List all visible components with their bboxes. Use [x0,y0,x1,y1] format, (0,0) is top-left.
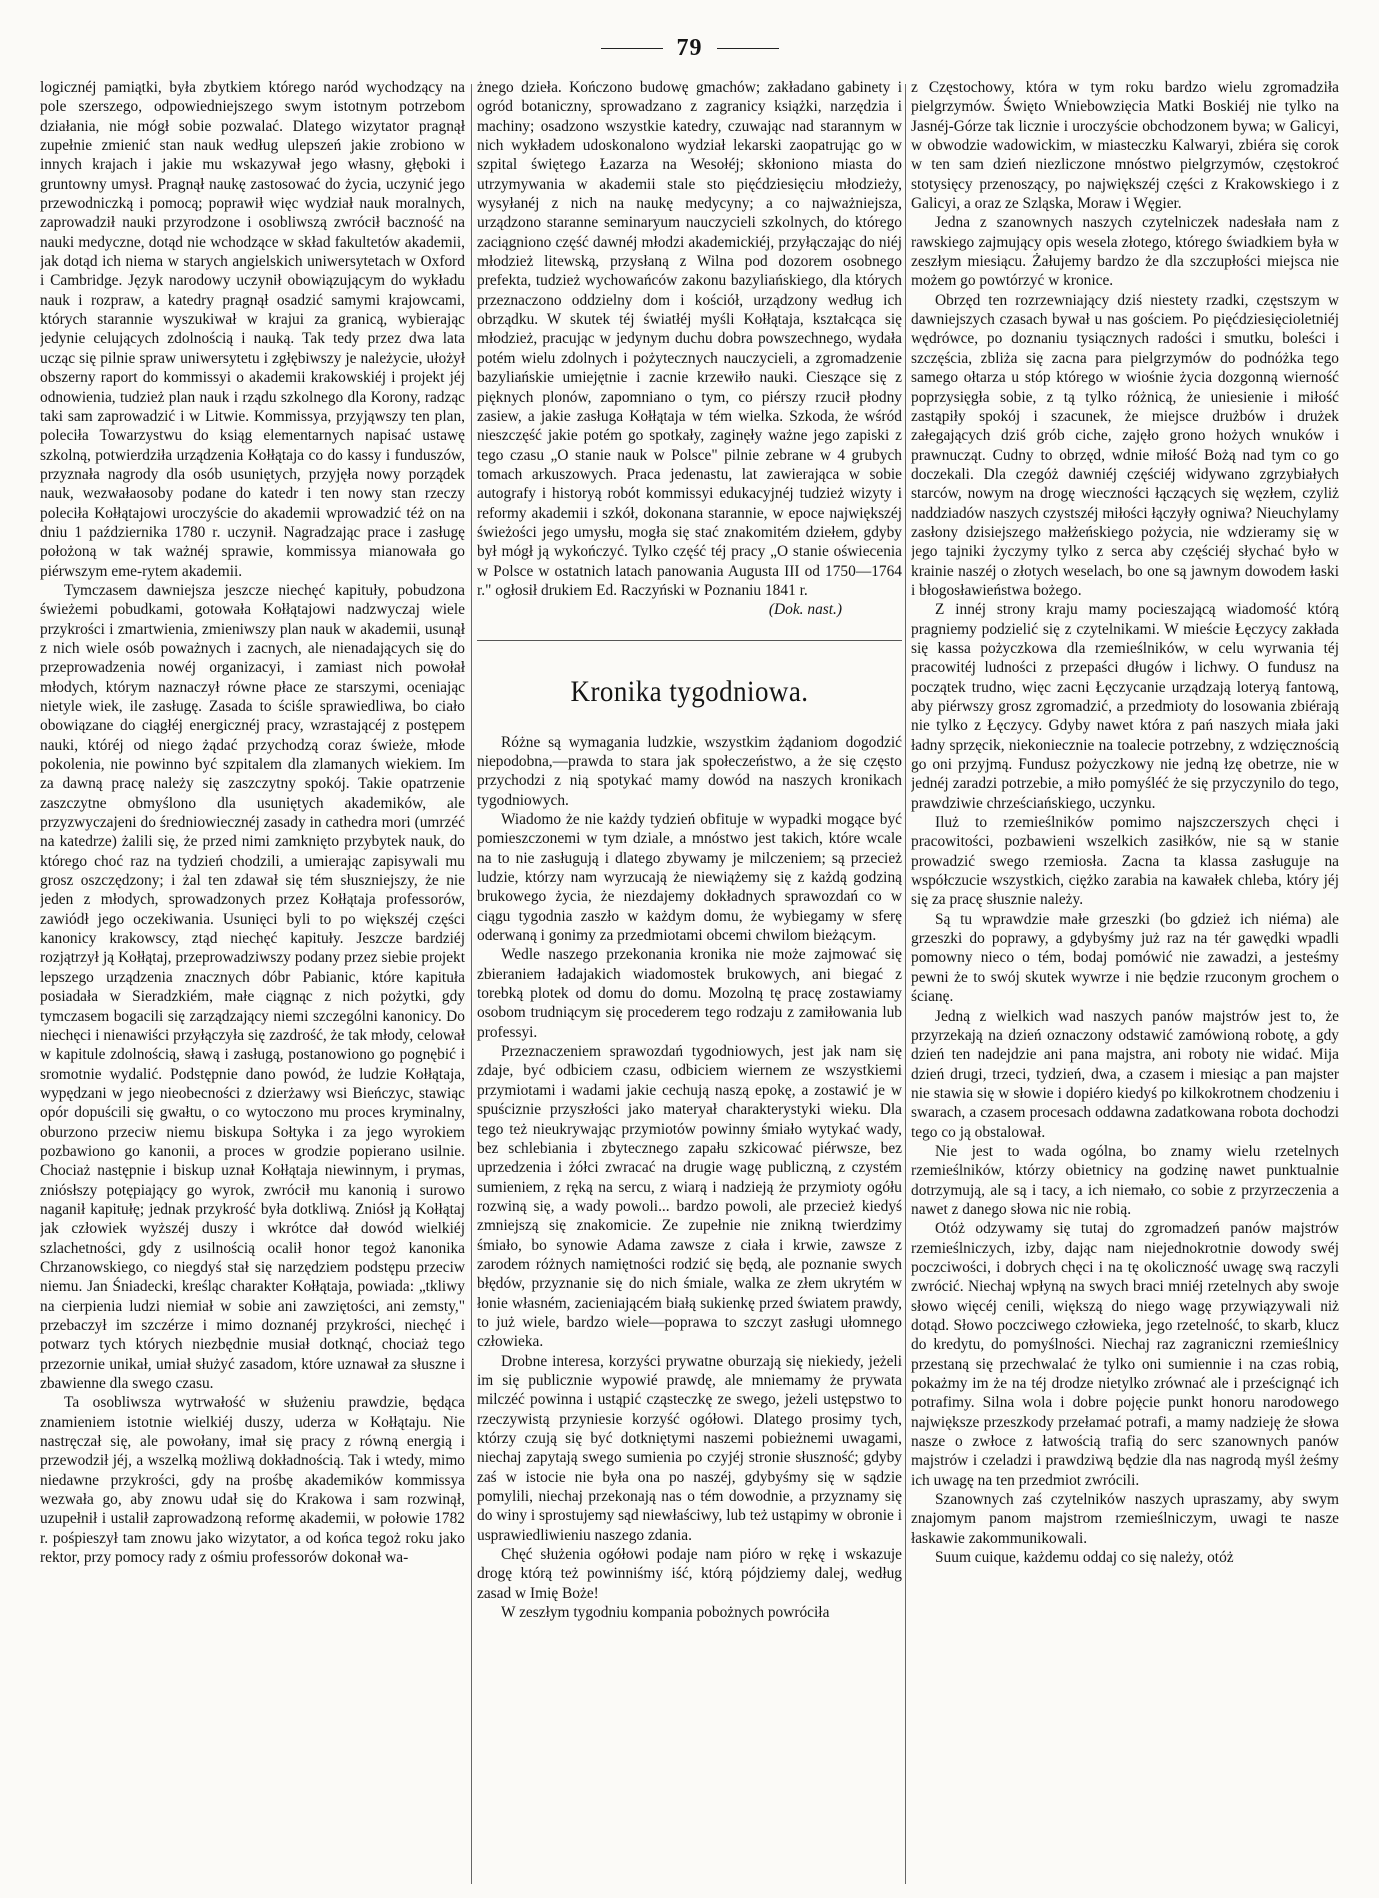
paragraph: Wiadomo że nie każdy tydzień obfituje w wypadki mogące być pomieszczonemi w tym dziale, a mnóstwo jest takich, które wcale na to nie zasługują i dlatego zbywamy je milczeniem; są przecież ludzie, którzy nam wyrzucają że niewiążemy się z każdą godziną brukowego życia, że niezdajemy dokładnych sprawozdań co w ciągu tygodnia zaszło w każdym domu, że wybiegamy w sferę oderwaną i gonimy za przedmiotami obcemi chwilom bieżącym. [477,811,902,945]
paragraph: Różne są wymagania ludzkie, wszystkim żądaniom dogodzić niepodobna,—prawda to stara jak społeczeństwo, a że się często przychodzi z nią spotykać mamy dowód na naszych kronikach tygodniowych. [477,733,902,809]
article-signature-row [477,600,902,619]
paragraph: Otóż odzywamy się tutaj do zgromadzeń panów majstrów rzemieślniczych, izby, dając nam niejednokrotnie dowody swéj poczciwości, i dobrych chęci i na tę okoliczność uwagę swą raczyli zwrócić. Niechaj wpłyną na swych braci mniéj rzetelnych aby swoje słowo więcéj cenili, większą do niego wagę przywiązywali niż dotąd. Słowo poczciwego człowieka, jego rzetelność, to skarb, klucz do kredytu, do pomyślności. Niechaj raz zagraniczni rzemieślnicy przestaną się przechwalać że tylko oni sumiennie i na czas robią, pokażmy im że na téj drodze nietylko zrównać ale i prześcignąć ich potrafimy. Silna wola i dobre pojęcie punkt honoru narodowego największe przeszkody przełamać potrafi, a mamy nadzieję że słowa nasze o zwłoce z łatwością trafią do serc szanownych panów majstrów i czeladzi i prawdziwą będzie dla nas nagrodą myśl żeśmy ich uwagę na ten przedmiot zwrócili. [911,1220,1339,1489]
column-divider [471,84,472,1884]
column-2 [477,78,902,1883]
paragraph: Drobne interesa, korzyści prywatne oburzają się niekiedy, jeżeli im się publicznie wypowié prawdę, ale mniemamy że prywata milczéć powinna i ustąpić cząsteczkę ze swego, jeżeli ustępstwo to rzeczywistą przyniesie korzyść ogółowi. Dlatego prosimy tych, którzy czują się być dotkniętymi naszemi pobieżnemi uwagami, niechaj zapytają swego sumienia po czyjéj stronie słuszność; gdyby zaś w istocie nie była ona po naszéj, gdybyśmy się w sądzie pomylili, niechaj przekonają nas o tém dowodnie, a przyznamy się do winy i sprostujemy sąd niewłaściwy, lub też ustąpimy w obronie i usprawiedliwieniu naszego zdania. [477,1352,902,1544]
article-continuation [477,78,902,600]
paragraph: Jedna z szanownych naszych czytelniczek nadesłała nam z rawskiego zajmujący opis wesela złotego, którego świadkiem była w zeszłym miesiącu. Żałujemy bardzo że dla szczupłości miejsca nie możem go powtórzyć w kronice. [911,214,1339,290]
page-number: 79 [676,34,703,61]
continuation-note: (Dok. nast.) [768,601,842,619]
paragraph: Suum cuique, każdemu oddaj co się należy, otóż [935,1549,1234,1567]
paragraph: Z innéj strony kraju mamy pocieszającą wiadomość którą pragniemy podzielić się z czytelnikami. W mieście Łęczycy zakłada się kassa pożyczkowa dla rzemieślników, w celu wyrwania téj pracowitéj ludności z przepaści długów i lichwy. O fundusz na początek trudno, więc zacni Łęczycanie urządzają loteryą fantową, aby piérwszy grosz zgromadzić, a przedmioty do losowania zbiérają nie tylko z Łęczycy. Gdyby nawet która z pań naszych miała jaki ładny sprzęcik, niekoniecznie na toalecie potrzebny, z wdzięcznością go oni przyjmą. Fundusz pożyczkowy nie jedną łzę obetrze, nie w jednéj zaradzi potrzebie, a miło pomyśléć że się przyczynilo do tego, prawdziwie chrześciańskiego, uczynku. [911,601,1339,812]
paragraph: Nie jest to wada ogólna, bo znamy wielu rzetelnych rzemieślników, którzy obietnicy na godzinę nawet punktualnie dotrzymują, ale są i tacy, a ich niemało, co sobie z przyrzeczenia a nawet z danego słowa nic nie robią. [911,1142,1339,1218]
column-1 [40,78,465,1883]
paragraph: z Częstochowy, która w tym roku bardzo wielu zgromadziła pielgrzymów. Święto Wniebowzięcia Matki Boskiéj nie tylko na Jasnéj-Górze tak licznie i uroczyście obchodzonem bywa; w Galicyi, w obwodzie wadowickim, w miasteczku Kalwaryi, zbiéra się corok w ten sam dzień niezliczone mnóstwo pielgrzymów, częstokroć stotysięcy przenoszący, po największéj części z Krakowskiego i z Galicyi, a oraz ze Szląska, Moraw i Węgier. [911,79,1339,213]
section-divider [477,640,902,641]
paragraph: Obrzęd ten rozrzewniający dziś niestety rzadki, częstszym w dawniejszych czasach bywał u nas gościem. Po pięćdziesięcioletniéj wędrówce, po doznaniu tysiącznych radości i smutku, boleści i szczęścia, zbliża się zacna para pielgrzymów do podnóżka tego samego ołtarza u stóp którego w wiośnie życia dozgonną wierność poprzysięgła sobie, z tą tylko różnicą, że uniesienie i miłość zastąpiły spokój i szacunek, że miejsce drużbów i drużek załegających dziś grób ciche, zajęło grono hożych wnuków i prawnucząt. Cudny to obrzęd, wdnie miłość Bożą nad tym co go doczekali. Dla czegóż dawniéj częściéj widywano zgrzybiałych starców, nowym na drogę wieczności łączących się węzłem, czyliż naddziadów naszych czystszéj miłości łączyły ogniwa? Nieuchylamy zasłony dzisiejszego małżeńskiego pożycia, nie wdzieramy się w jego tajniki życzymy tylko z serca aby częściéj słychać było w krainie naszéj o złotych weselach, bo one są jawnym dowodem łaski i błogosławieństwa bożego. [911,291,1339,599]
paragraph: Szanownych zaś czytelników naszych upraszamy, aby swym znajomym panom majstrom rzemieślniczym, uwagi te nasze łaskawie zakommunikowali. [911,1491,1339,1547]
page-header [0,28,1379,68]
column-divider [905,84,906,1884]
chronicle-body [477,733,902,1623]
paragraph: Są tu wprawdzie małe grzeszki (bo gdzież ich niéma) ale grzeszki do poprawy, a gdybyśmy już raz na tér gawędki wpadli pomowny nieco o tém, bodaj pomówić nie zawadzi, a jesteśmy pewni że to swój skutek wywrze i nie będzie rzuconym grochem o ścianę. [911,910,1339,1006]
paragraph: logicznéj pamiątki, była zbytkiem którego naród wychodzący na pole szerszego, odpowiedniejszego swym istotnym potrzebom działania, nie mógł sobie pozwalać. Dlatego wizytator pragnął zupełnie zmienić stan nauk według ulepszeń jakie zrobiono w innych krajach i jakie mu wskazywał jego własny, głęboki i gruntowny umysł. Pragnął naukę zastosować do życia, uczynić jego przewodniczką i pomocą; poprawił więc wydział nauk moralnych, zaprowadził nauki przyrodzone i osobliwszą zwrócił baczność na nauki medyczne, dotąd nie wchodzące w skład fakultetów akademii, jak dotąd ich niema w starych angielskich uniwersytetach w Oxford i Cambridge. Język narodowy uczynił obowiązującym do wykładu nauk i rozpraw, a katedry pragnął osadzić samymi krajowcami, których starannie wyszukiwał w krajui za granicą, wybierając jedynie celujących zdolnością i nauką. Tak tedy przez dwa lata ucząc się pilnie spraw uniwersytetu i zgłębiwszy je należycie, ułożył obszerny raport do kommissyi o akademii krakowskiéj i projekt jéj odnowienia, tudzież plan nauk i rządu szkolnego dla Korony, radząc taki sam zaprowadzić i w Litwie. Kommissya, przyjąwszy ten plan, poleciła Towarzystwu do ksiąg elementarnych napisać ustawę szkolną, potwierdziła urządzenia Kołłątaja co do kassy i funduszów, przyznała nagrody dla osób usuniętych, przyjęła nowy porządek nauk, wezwałaosoby podane do katedr i ten nowy stan rzeczy poleciła Kołłątajowi uroczyście do akademii wprowadzić téż on na dniu 1 października 1780 r. uczynił. Nagradzając prace i zasługę położoną w tak ważnéj sprawie, kommissya mianowała go piérwszym eme-rytem akademii. [40,79,465,580]
paragraph: Przeznaczeniem sprawozdań tygodniowych, jest jak nam się zdaje, być odbiciem czasu, odbiciem wiernem ze wszystkiemi przymiotami i wadami jakie cechują naszą epokę, a zostawić je w spuściznie przyszłości jako materyał charakterystyki wieku. Dla tego też nieukrywając przymiotów powinny śmiało wytykać wady, bez schlebiania i zbytecznego zapału szkicować piérwsze, bez uprzedzenia i żółci zwracać na drugie wagę publiczną, z czystém sumieniem, z ręką na sercu, z wiarą i nadzieją że przymioty ogółu rozwiną się, a wady powoli... bardzo powoli, ale przecież kiedyś zmniejszą się znakomicie. Ze zupełnie nie znikną twierdzimy śmiało, bo synowie Adama zawsze z ciała i krwie, zawsze z zarodem różnych namiętności rodzić się będą, ale poznanie swych błędów, przyznanie się do nich śmiale, walka ze złem ukrytém w łonie własném, zacieniającém białą sukienkę przed światem prawdy, to już wiele, bardzo wiele—poprawa to szczyt zasługi ułomnego człowieka. [477,1043,902,1351]
paragraph: W zeszłym tygodniu kompania pobożnych powróciła [501,1604,830,1622]
paragraph: Iluż to rzemieślników pomimo najszczerszych chęci i pracowitości, pozbawieni wszelkich zasiłków, nie są w stanie prowadzić swego rzemiosła. Zacna ta klassa zasługuje na współczucie wszystkich, ciężko zarabia na kawałek chleba, który jéj się za pracę słusznie należy. [911,814,1339,909]
paragraph: Tymczasem dawniejsza jeszcze niechęć kapituły, pobudzona świeżemi pobudkami, gotowała Kołłątajowi nadzwyczaj wiele przykrości i zmartwienia, zmieniwszy plan nauk w akademii, usunął z nich wiele osób poważnych i zacnych, ale nienadających się do przeprowadzenia nowéj organizacyi, i zamiast nich powołał młodych, którym naznaczył równe płace ze starszymi, oceniając nietyle wiek, ile zasługę. Zasada to ściśle sprawiedliwa, bo ciało obowiązane do ciągłéj energicznéj pracy, wzrastającéj z postępem nauki, któréj od niego żądać przychodzą coraz świeże, młode pokolenia, nie powinno być szpitalem dla zlamanych wiekiem. Im za dawną pracę należy się zaszczytny spokój. Takie opatrzenie zaszczytne obmyślono dla usuniętych akademików, ale przyzwyczajeni do średniowiecznéj zasady in cathedra mori (umrzéć na katedrze) żalili się, że przed nimi zamknięto przybytek nauk, do którego choć raz na tydzień chodzili, a umierając zapisywali mu grosz oszczędzony; i żal ten zdawał się tém słuszniejszy, że nie jeden z młodych, sprowadzonych przez Kołłątaja professorów, zawiódł jego oczekiwania. Usunięci byli to po większéj części kanonicy krakowscy, ztąd niechęć kapituły. Jeszcze bardziéj rozjątrzył ją Kołłątaj, przeprowadziwszy podany przez siebie projekt lepszego urządzenia znacznych dóbr Pabianic, które kapituła posiadała w Sieradzkiém, małe ciągnąc z nich pożytki, gdy tymczasem bogacili się zarządzający niemi szczególni kanonicy. Do niechęci i nienawiści przyłączyła się zazdrość, że tak młody, celował w kapitule zdolnością, sławą i zasługą, postanowiono go pognębić i sromotnie wydalić. Podstępnie dano powód, że ludzie Kołłątaja, wypędzani w jego nieobecności z dzierżawy wsi Bieńczyc, stawiąc opór dopuścili się gwałtu, o co wytoczono mu proces kryminalny, oburzono przeciw niemu biskupa Sołtyka i za jego wyrokiem pozbawiono go kanonii, a proces w grodzie popierano usilnie. Chociaż następnie i biskup uznał Kołłątaja niewinnym, i prymas, zniósłszy potępiający go wyrok, zwrócił mu kanonią i surowo naganił kapitułę; jednak przykrość była dotkliwą. Zniósł ją Kołłątaj jak człowiek wyższéj duszy i wkrótce dał dowód wielkiéj szlachetności, gdy z usilnością ocalił honor tegoż kanonika Chrzanowskiego, co niegdyś stał się narzędziem podstępu przeciw niemu. Jan Śniadecki, kreśląc charakter Kołłątaja, powiada: „tkliwy na cierpienia ludzi niemiał w sobie ani zawziętości, ani zemsty," przebaczył im szczérze i mimo doznanéj przykrości, niechęć i potwarz tych których niezbędnie musiał dotknąć, chociaż tego przezornie unikał, umiał służyć zasadom, które uznawał za słuszne i zbawienne dla swego czasu. [40,581,465,1393]
section-title: Kronika tygodniowa. [570,674,809,708]
paragraph: żnego dzieła. Kończono budowę gmachów; zakładano gabinety i ogród botaniczny, sprowadzano z zagranicy książki, narzędzia i machiny; osadzono wszystkie katedry, czuwając nad starannym w nich wykładem udoskonalono wydział lekarski zaopatrując go w szpital świętego Łazarza na Wesołéj; skłoniono miasta do utrzymywania w akademii stale sto pięćdziesięciu młodzieży, wysyłanéj z nich na naukę medycyny; a co najważniejsza, urządzono staranne seminaryum nauczycieli szkolnych, do którego zaciągniono część dawnéj młodzi akademickiéj, przyłączając do niéj młodzież litewską, przysłaną z Wilna pod dozorem osobnego prefekta, tudzież wychowańców zakonu bazyliańskiego, dla których przeznaczono oddzielny dom i kościół, urządzony według ich obrządku. W skutek téj światłéj myśli Kołłątaja, kształcąca się młodzież, pracując w jedynym duchu dobra powszechnego, wydała potém wielu zdolnych i pożytecznych nauczycieli, a zgromadzenie bazyliańskie umiejętnie i zacnie krzewiło nauki. Cieszące się z pięknych plonów, zapomniano o tym, co piérszy rzucił płodny zasiew, a jakie zasługa Kołłątaja w tém wielka. Szkoda, że wśród nieszczęść jakie potém go spotkały, zaginęły ważne jego zapiski z tego czasu „O stanie nauk w Polsce" pilnie zebrane w 4 grubych tomach arkuszowych. Praca jedenastu, lat zawierająca w sobie autografy i historyą robót kommissyi edukacyjnéj tudzież wizyty i reformy akademii i szkół, dokonana starannie, w epoce największéj świeżości jego umysłu, mogła się stać znakomitém dziełem, gdyby był mógł ją wykończyć. Tylko część téj pracy „O stanie oświecenia w Polsce w ostatnich latach panowania Augusta III od 1750—1764 r." ogłosił drukiem Ed. Raczyński w Poznaniu 1841 r. [477,79,902,599]
header-rule-left [601,48,663,49]
paragraph: Jedną z wielkich wad naszych panów majstrów jest to, że przyrzekają na dzień oznaczony odstawić zamówioną robotę, a gdy dzień ten nadejdzie ani pana majstra, ani roboty nie widać. Mija dzień drugi, trzeci, tydzień, dwa, a czasem i miesiąc a pan majster nie stawia się w słowie i dopiéro kiedyś po kilkokrotnem chodzeniu i swarach, a czasem procesach oddawna zadatkowana robota dochodzi tego co ją obstalował. [911,1007,1339,1141]
column-3 [911,78,1339,1883]
header-rule-right [717,48,779,49]
paragraph: Ta osobliwsza wytrwałość w służeniu prawdzie, będąca znamieniem istotnie wielkiéj duszy, uderza w Kołłątaju. Nie nastręczał się, ale powołany, imał się pracy z równą energią i przewodził jéj, a wszelką możliwą dokładnością. Tak i wtedy, mimo niedawne przykrości, gdy na prośbę akademików kommissya wezwała go, aby znowu udał się do Krakowa i sam rozwinął, uzupełnił i ustalił zaprowadzoną reformę akademii, w połowie 1782 r. pośpieszył tam znowu jako wizytator, a od końca tegoż roku jako rektor, przy pomocy rady z ośmiu professorów dokonał wa- [40,1394,465,1567]
paragraph: Wedle naszego przekonania kronika nie może zajmować się zbieraniem ładajakich wiadomostek brukowych, ani biegać z torebką plotek od domu do domu. Mozolną tę pracę zostawiamy osobom trudniącym się procederem tego rodzaju z zamiłowania lub professyi. [477,946,902,1041]
paragraph: Chęć służenia ogółowi podaje nam pióro w rękę i wskazuje drogę którą też powinniśmy iść, którą pójdziemy dalej, według zasad w Imię Boże! [477,1546,902,1602]
